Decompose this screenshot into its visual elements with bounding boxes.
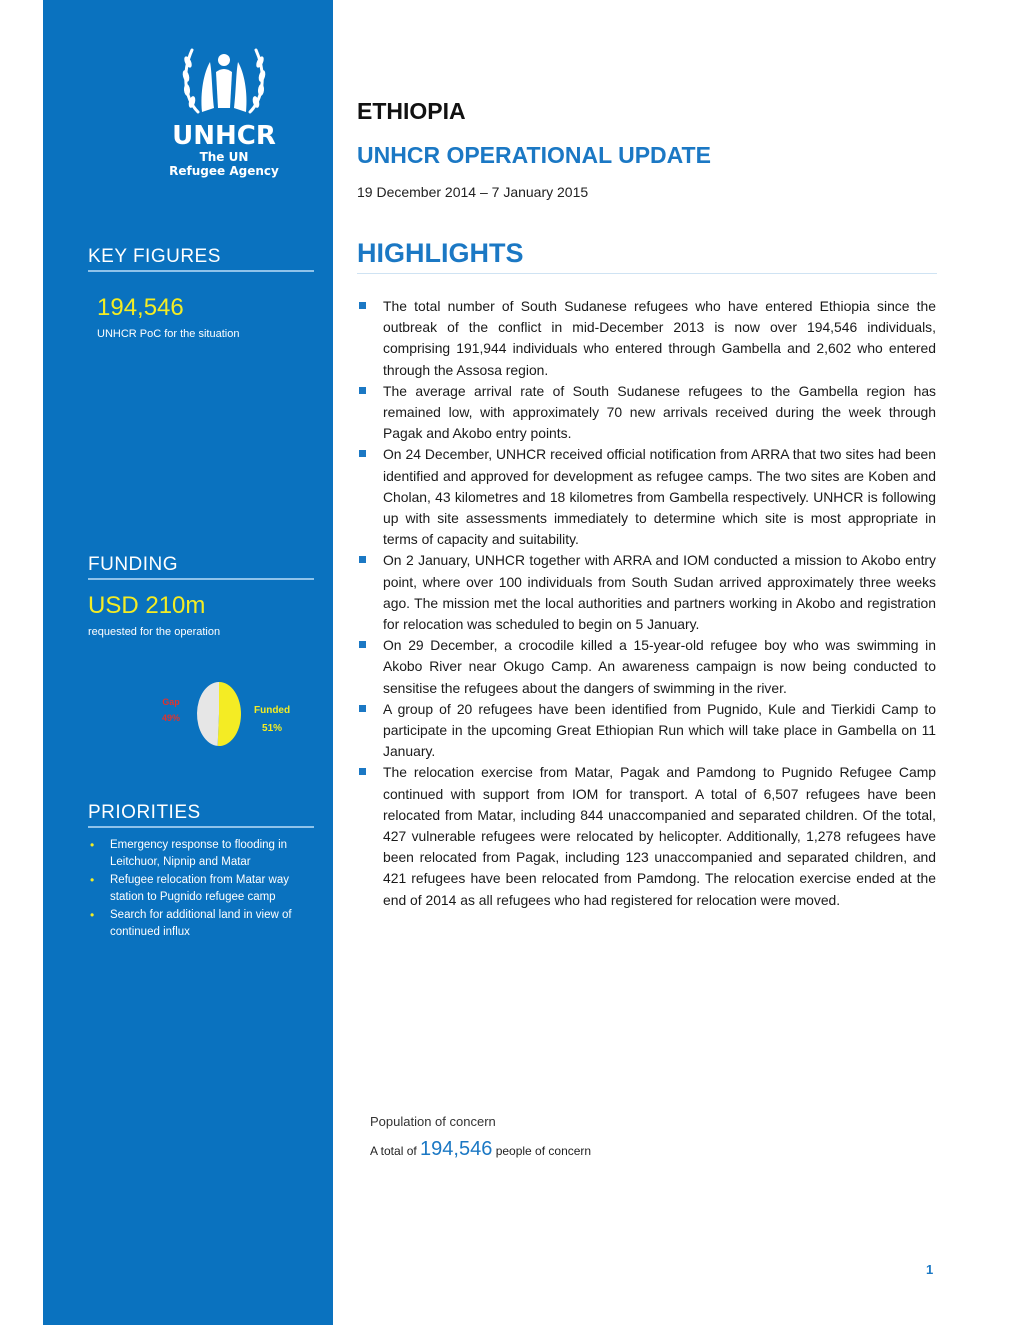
unhcr-emblem-icon <box>178 42 270 118</box>
highlight-text: The relocation exercise from Matar, Pagak and Pamdong to Pugnido Refugee Camp continued with support from IOM for transport. A total of 6,507 refugees have been relocated from Matar, including 844 unaccompanied and separated children. Of the total, 427 vulnerable refugees were relocated by helicopter. Additionally, 1,278 refugees have been relocated from Pagak, including 123 unaccompanied and separated children, and 421 refugees have been relocated from Pamdong. The relocation exercise ended at the end of 2014 as all refugees who had registered for relocation were moved. <box>383 764 936 908</box>
bullet-square-icon <box>359 641 366 648</box>
highlight-item <box>383 444 936 550</box>
funding-amount: USD 210m <box>88 592 206 619</box>
priority-item: • Refugee relocation from Matar way station to Pugnido refugee camp <box>110 872 318 906</box>
funded-label <box>254 702 290 738</box>
unhcr-logo <box>139 42 309 178</box>
highlight-text: On 2 January, UNHCR together with ARRA and IOM conducted a mission to Akobo entry point, where over 100 individuals from South Sudan arrived approximately three weeks ago. The mission met the local authorities and partners working in Akobo and registration for relocation was scheduled to begin on 5 January. <box>383 552 936 633</box>
report-subtitle: UNHCR OPERATIONAL UPDATE <box>357 142 711 168</box>
highlights-list <box>383 296 936 911</box>
highlight-text: The average arrival rate of South Sudanese refugees to the Gambella region has remained low, with approximately 70 new arrivals received during the week through Pagak and Akobo entry points. <box>383 382 936 442</box>
logo-name: UNHCR <box>172 121 276 151</box>
bullet-square-icon <box>359 450 366 457</box>
funding-pie-chart <box>189 678 249 750</box>
bullet-square-icon <box>359 556 366 563</box>
highlight-item <box>383 762 936 910</box>
highlight-text: The total number of South Sudanese refugees who have entered Ethiopia since the outbreak of the conflict in mid-December 2013 is now over 194,546 individuals, comprising 191,944 individuals who entered through Gambella and 2,602 who entered through the Assosa region. <box>383 298 936 378</box>
funded-value: 51% <box>262 723 283 734</box>
key-figures-value: 194,546 <box>97 294 184 321</box>
logo-tagline-1: The UN <box>199 150 249 164</box>
funding-caption: requested for the operation <box>88 626 221 638</box>
highlight-text: On 24 December, UNHCR received official notification from ARRA that two sites had been identified and approved for development as refugee camps. The two sites are Koben and Cholan, 43 kilometres and 18 kilometres from Gambella respectively. UNHCR is following up with site assessments immediately to determine which site is most appropriate in terms of capacity and suitability. <box>383 446 936 548</box>
funding-title: FUNDING <box>88 554 314 580</box>
highlight-item <box>383 296 936 381</box>
report-date-range: 19 December 2014 – 7 January 2015 <box>357 184 589 200</box>
population-suffix: people of concern <box>495 1144 592 1158</box>
priorities-title: PRIORITIES <box>88 802 314 828</box>
highlight-text: On 29 December, a crocodile killed a 15-year-old refugee boy who was swimming in Akobo River near Okugo Camp. An awareness campaign is now being conducted to sensitise the refugees about the dangers of swimming in the river. <box>383 637 936 696</box>
population-value: 194,546 <box>420 1138 493 1160</box>
logo-tagline-2: Refugee Agency <box>169 164 279 178</box>
highlight-item <box>383 635 936 699</box>
population-prefix: A total of <box>370 1144 417 1158</box>
gap-label-text: Gap <box>162 697 180 707</box>
priority-item: • Emergency response to flooding in Leitchuor, Nipnip and Matar <box>110 837 318 871</box>
highlight-item <box>383 699 936 763</box>
bullet-square-icon <box>359 705 366 712</box>
bullet-square-icon <box>359 387 366 394</box>
highlights-title: HIGHLIGHTS <box>357 238 937 274</box>
priority-item: • Search for additional land in view of continued influx <box>110 907 318 941</box>
population-title: Population of concern <box>370 1114 496 1129</box>
highlight-text: A group of 20 refugees have been identified from Pugnido, Kule and Tierkidi Camp to participate in the upcoming Great Ethiopian Run which will take place in Gambella on 11 January. <box>383 700 936 760</box>
highlight-item <box>383 550 936 635</box>
population-line <box>370 1138 591 1161</box>
funded-label-text: Funded <box>254 705 291 716</box>
key-figures-caption: UNHCR PoC for the situation <box>97 328 240 340</box>
gap-value: 49% <box>162 713 181 723</box>
priorities-list <box>110 837 318 942</box>
bullet-square-icon <box>359 302 366 309</box>
bullet-square-icon <box>359 768 366 775</box>
highlight-item <box>383 381 936 445</box>
sidebar <box>43 0 333 1325</box>
key-figures-title: KEY FIGURES <box>88 246 314 272</box>
gap-slice <box>197 682 219 746</box>
page-number: 1 <box>926 1262 934 1277</box>
country-title: ETHIOPIA <box>357 98 466 124</box>
gap-label <box>162 694 180 726</box>
funded-slice <box>218 682 241 746</box>
